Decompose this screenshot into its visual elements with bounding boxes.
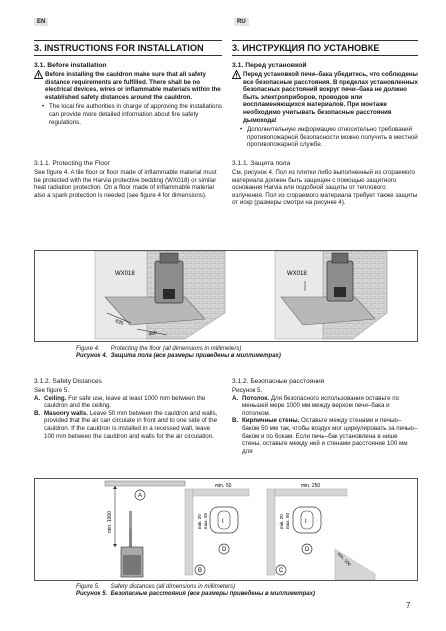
en-3-1-1-title: 3.1.1. Protecting the Floor: [34, 160, 110, 167]
en-3-1-warning-text: Before installing the cauldron make sure that all safety distance requirements are fulfilled. There shall be no electrical devices, wires or inflammable materials within the established safety distances around the cauldron.: [45, 71, 221, 101]
fig4-dimension-b: 450: [147, 329, 158, 338]
fig5-min250: min. 250: [301, 483, 321, 489]
en-item-a-label: A.: [34, 394, 41, 402]
ru-3-1-2-title: 3.1.2. Безопасные расстояния: [232, 378, 325, 385]
fig5-min20b: min. 20: [279, 514, 284, 529]
figure-5-caption-ru: [76, 591, 416, 598]
ru-3-1-1-title: 3.1.1. Защита пола: [232, 160, 291, 167]
ru-item-b-text: Оставьте между стенами и печью–баком 50 мм так, чтобы воздух мог циркулировать за печью–баком и по бокам. Если печь–бак установлена в нише стены, оставьте между ней и стенами расстояние 100 мм для: [242, 417, 418, 455]
ru-item-a-text: Для безопасного использования оставьте по меньшей мере 1000 мм между верхом печи–бака и потолком.: [242, 394, 400, 417]
bullet-icon: •: [240, 126, 243, 134]
ru-item-a: [232, 395, 418, 418]
en-3-1-2-intro: See figure 5.: [34, 387, 70, 394]
ru-item-a-label: A.: [232, 394, 239, 402]
en-item-b-bold: Masonry walls.: [44, 409, 89, 417]
fig5-label-d1: D: [222, 547, 227, 553]
figure-4-caption-text: Protecting the floor (all dimensions in millimeters): [110, 346, 242, 352]
ru-item-b: [232, 417, 418, 455]
fig5-min1000: min. 1000: [107, 511, 113, 533]
en-item-a: [34, 395, 222, 410]
en-section-3-1: [34, 62, 222, 126]
fig5-label-c: C: [279, 568, 284, 574]
language-tag-en: EN: [34, 18, 48, 26]
fig5-label-a: A: [138, 493, 143, 499]
figure-5: [34, 478, 418, 581]
section-heading-en: 3. INSTRUCTIONS FOR INSTALLATION: [34, 40, 222, 56]
ru-3-1-bullet-text: Дополнительную информацию относительно требований противопожарной безопасности можно получить в местной противопожарной службе.: [247, 126, 418, 149]
fig5-label-b: B: [198, 568, 203, 574]
warning-icon: [34, 70, 43, 79]
figure-5-drawing: [35, 479, 417, 580]
en-item-a-text: For safe use, leave at least 1000 mm between the cauldron and the ceiling.: [44, 394, 206, 410]
ru-3-1-1-text: См. рисунок 4. Пол из плитки либо выполненный из сгораемого материала должен быть защищен с помощью защитного основания Harvia или подобной защиты от теплового излучения. Пол из сгораемого материала требует также защиты от искр (размеры смотри на рисунке 4).: [232, 169, 418, 207]
language-tag-ru: RU: [234, 18, 249, 26]
ru-item-b-label: B.: [232, 417, 239, 425]
fig5-label-i2: I: [305, 519, 307, 525]
figure-4-drawing: [35, 251, 417, 341]
figure-4-caption-text-ru: Защита пола (все размеры приведены в миллиметрах): [110, 353, 281, 359]
fig5-min100: min. 100: [336, 551, 353, 567]
en-item-a-bold: Ceiling.: [44, 394, 67, 402]
en-3-1-1-text: See figure 4. A tile floor or floor made of inflammable material must be protected with the Harvia protective bedding (WX018) or similar heat radiation protection. On a floor made of inflammable material also a spark protection is needed (see figure 4 for dimensions).: [34, 169, 217, 199]
bullet-icon: •: [42, 103, 45, 111]
fig4-dimension-a: 635: [114, 318, 125, 327]
en-3-1-bullet: [34, 103, 222, 126]
figure-5-caption-text: Safety distances (all dimensions in millimeters): [110, 584, 236, 590]
figure-5-number: Figure 5.: [76, 584, 100, 590]
fig5-min20: min. 20: [197, 514, 202, 529]
ru-3-1-title: 3.1. Перед установкой: [232, 62, 307, 69]
en-section-3-1-2: [34, 378, 222, 440]
figure-4: [34, 250, 418, 342]
en-3-1-2-title: 3.1.2. Safety Distances: [34, 378, 102, 385]
fig5-label-d2: D: [305, 547, 310, 553]
ru-3-1-2-intro: Рисунок 5.: [232, 387, 263, 394]
ru-item-b-bold: Кирпичные стены.: [242, 417, 300, 425]
fig5-max50b: max. 50: [285, 512, 290, 529]
fig5-min50: min. 50: [215, 483, 232, 489]
fig5-label-i1: I: [222, 519, 224, 525]
ru-3-1-bullet: [232, 126, 418, 149]
ru-3-1-warning: [232, 71, 418, 124]
ru-section-3-1: [232, 62, 418, 149]
fig4-label-left: WX018: [115, 271, 135, 277]
page-number: 7: [406, 601, 411, 610]
ru-3-1-warning-text: Перед установкой печи–бака убедитесь, что соблюдены все безопасные расстояния. В пределах установленных безопасных расстояний вокруг печи–бака не должно быть электроприборов, проводов или воспламеняющихся материалов. При монтаже необходимо учитывать безопасные расстояния дымохода!: [243, 71, 418, 124]
figure-4-number-ru: Рисунок 4.: [76, 353, 108, 359]
ru-section-3-1-1: [232, 160, 418, 207]
en-section-3-1-1: [34, 160, 222, 199]
en-item-b: [34, 410, 222, 440]
fig5-max50: max. 50: [203, 512, 208, 529]
figure-4-caption-en: [76, 346, 416, 353]
ru-item-a-bold: Потолок.: [242, 394, 270, 402]
section-heading-ru: 3. ИНСТРУКЦИЯ ПО УСТАНОВКЕ: [232, 40, 418, 56]
en-item-b-text: Leave 50 mm between the cauldron and walls, provided that the air can circulate in front and to one side of the cauldron. If the cauldron is installed in a recessed wall, leave 100 mm between the cauldron and walls for the air circulation.: [44, 409, 218, 440]
en-3-1-title: 3.1. Before installation: [34, 62, 107, 69]
figure-4-number: Figure 4.: [76, 346, 100, 352]
figure-4-caption-ru: [76, 353, 416, 360]
en-3-1-bullet-text: The local fire authorities in charge of approving the installations can provide more detailed information about fire safety regulations.: [49, 103, 223, 126]
figure-5-caption-text-ru: Безопасные расстояния (все размеры приведены в миллиметрах): [110, 591, 315, 597]
warning-icon: [232, 70, 241, 79]
fig4-label-right: WX018: [287, 271, 307, 277]
en-item-b-label: B.: [34, 409, 41, 417]
ru-section-3-1-2: [232, 378, 418, 455]
en-3-1-warning: [34, 71, 222, 101]
figure-5-caption-en: [76, 584, 416, 591]
figure-5-number-ru: Рисунок 5.: [76, 591, 108, 597]
